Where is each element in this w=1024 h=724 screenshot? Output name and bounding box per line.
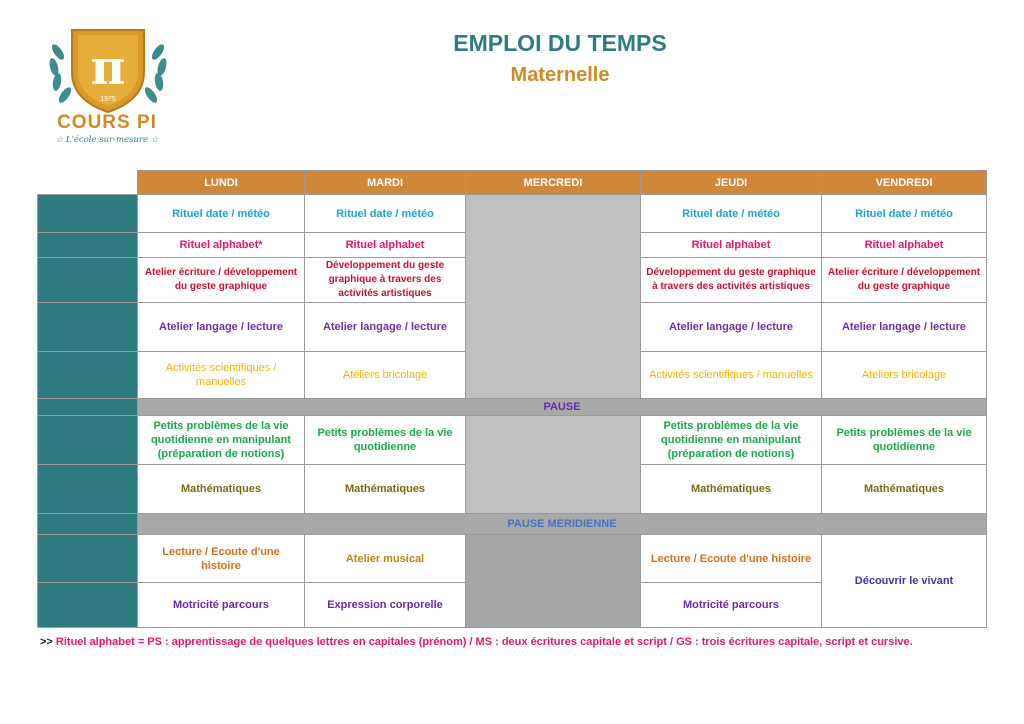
cell-jeudi-langage: Atelier langage / lecture bbox=[641, 303, 822, 352]
cell-mercredi-afternoon bbox=[466, 535, 641, 628]
time-slot-cell bbox=[38, 583, 138, 628]
time-slot-cell bbox=[38, 233, 138, 258]
cell-lundi-motricite: Motricité parcours bbox=[138, 583, 305, 628]
row-problemes bbox=[38, 416, 987, 465]
cell-mardi-problemes: Petits problèmes de la vie quotidienne bbox=[305, 416, 466, 465]
cell-jeudi-maths: Mathématiques bbox=[641, 465, 822, 514]
cell-jeudi-lecture: Lecture / Ecoute d'une histoire bbox=[641, 535, 822, 583]
svg-text:π: π bbox=[90, 40, 126, 96]
time-slot-cell bbox=[38, 416, 138, 465]
cell-lundi-activites: Activités scientifiques / manuelles bbox=[138, 352, 305, 399]
cell-vendredi-maths: Mathématiques bbox=[822, 465, 987, 514]
cell-vendredi-rituel-meteo: Rituel date / météo bbox=[822, 195, 987, 233]
cell-lundi-rituel-alphabet: Rituel alphabet* bbox=[138, 233, 305, 258]
time-slot-cell bbox=[38, 303, 138, 352]
time-slot-cell bbox=[38, 514, 138, 535]
pause-band: PAUSE bbox=[138, 399, 987, 416]
cell-lundi-langage: Atelier langage / lecture bbox=[138, 303, 305, 352]
cell-jeudi-problemes: Petits problèmes de la vie quotidienne en manipulant (préparation de notions) bbox=[641, 416, 822, 465]
days-header-row bbox=[38, 171, 987, 195]
svg-text:1975: 1975 bbox=[100, 96, 116, 103]
cell-mardi-lecture: Atelier musical bbox=[305, 535, 466, 583]
cell-lundi-maths: Mathématiques bbox=[138, 465, 305, 514]
day-mercredi: MERCREDI bbox=[466, 171, 641, 195]
page-subtitle: Maternelle bbox=[510, 64, 610, 86]
cell-lundi-lecture: Lecture / Ecoute d'une histoire bbox=[138, 535, 305, 583]
cell-mardi-rituel-alphabet: Rituel alphabet bbox=[305, 233, 466, 258]
footnote bbox=[40, 636, 913, 648]
cell-mardi-ecriture: Développement du geste graphique à travers des activités artistiques bbox=[305, 258, 466, 303]
cell-mardi-activites: Ateliers bricolage bbox=[305, 352, 466, 399]
cell-vendredi-ecriture: Atelier écriture / développement du geste graphique bbox=[822, 258, 987, 303]
day-lundi: LUNDI bbox=[138, 171, 305, 195]
cell-jeudi-rituel-meteo: Rituel date / météo bbox=[641, 195, 822, 233]
footnote-text: Rituel alphabet = PS : apprentissage de quelques lettres en capitales (prénom) / MS : deux écritures capitale et script / GS : trois écritures capitale, script et cursive. bbox=[55, 636, 913, 648]
cell-jeudi-activites: Activités scientifiques / manuelles bbox=[641, 352, 822, 399]
cell-mardi-langage: Atelier langage / lecture bbox=[305, 303, 466, 352]
cell-jeudi-motricite: Motricité parcours bbox=[641, 583, 822, 628]
footnote-marker: >> bbox=[40, 636, 53, 648]
cell-mardi-motricite: Expression corporelle bbox=[305, 583, 466, 628]
cell-jeudi-rituel-alphabet: Rituel alphabet bbox=[641, 233, 822, 258]
brand-name: COURS PI bbox=[57, 112, 157, 133]
row-lecture bbox=[38, 535, 987, 583]
time-slot-cell bbox=[38, 258, 138, 303]
page-title: EMPLOI DU TEMPS bbox=[453, 30, 667, 56]
cell-vendredi-vivant: Découvrir le vivant bbox=[822, 535, 987, 628]
time-slot-cell bbox=[38, 535, 138, 583]
cell-mercredi-morning bbox=[466, 195, 641, 399]
cell-vendredi-activites: Ateliers bricolage bbox=[822, 352, 987, 399]
pause-meridienne-band: PAUSE MERIDIENNE bbox=[138, 514, 987, 535]
day-vendredi: VENDREDI bbox=[822, 171, 987, 195]
day-jeudi: JEUDI bbox=[641, 171, 822, 195]
schedule-table bbox=[37, 170, 987, 628]
cell-lundi-problemes: Petits problèmes de la vie quotidienne en manipulant (préparation de notions) bbox=[138, 416, 305, 465]
time-slot-cell bbox=[38, 195, 138, 233]
row-pause-meridienne bbox=[38, 514, 987, 535]
cell-vendredi-langage: Atelier langage / lecture bbox=[822, 303, 987, 352]
cell-mardi-rituel-meteo: Rituel date / météo bbox=[305, 195, 466, 233]
cell-lundi-rituel-meteo: Rituel date / météo bbox=[138, 195, 305, 233]
row-rituel-meteo bbox=[38, 195, 987, 233]
corner-blank bbox=[38, 171, 138, 195]
brand-slogan: ☆ L'école sur-mesure ☆ bbox=[55, 135, 159, 145]
cell-lundi-ecriture: Atelier écriture / développement du geste graphique bbox=[138, 258, 305, 303]
day-mardi: MARDI bbox=[305, 171, 466, 195]
cell-jeudi-ecriture: Développement du geste graphique à travers des activités artistiques bbox=[641, 258, 822, 303]
time-slot-cell bbox=[38, 352, 138, 399]
time-slot-cell bbox=[38, 399, 138, 416]
row-pause bbox=[38, 399, 987, 416]
cell-vendredi-rituel-alphabet: Rituel alphabet bbox=[822, 233, 987, 258]
cell-mercredi-midday bbox=[466, 416, 641, 514]
cell-mardi-maths: Mathématiques bbox=[305, 465, 466, 514]
cell-vendredi-problemes: Petits problèmes de la vie quotidienne bbox=[822, 416, 987, 465]
time-slot-cell bbox=[38, 465, 138, 514]
